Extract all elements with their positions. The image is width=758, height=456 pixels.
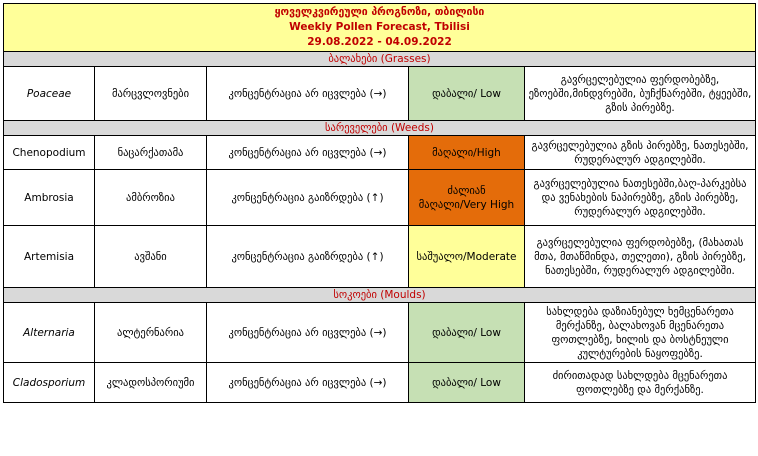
trend-text: კონცენტრაცია გაიზრდება ( — [231, 250, 371, 263]
trend-text: კონცენტრაცია არ იცვლება ( — [228, 87, 374, 100]
group-label: სარეველები (Weeds) — [4, 121, 756, 136]
level-cell: მაღალი/High — [409, 136, 525, 170]
local-name-cell: ნაცარქათამა — [95, 136, 207, 170]
latin-name-cell: Cladosporium — [4, 363, 95, 403]
arrow-right-icon: → — [373, 87, 383, 100]
level-cell: საშუალო/Moderate — [409, 226, 525, 288]
local-name-cell: ალტერნარია — [95, 303, 207, 363]
description-cell: გავრცელებულია გზის პირებზე, ნათესებში, რუდერალურ ადგილებში. — [525, 136, 756, 170]
forecast-period: 29.08.2022 - 04.09.2022 — [307, 36, 452, 48]
table-row — [4, 303, 756, 363]
local-name-cell: კლადოსპორიუმი — [95, 363, 207, 403]
description-cell: გავრცელებულია ფერდობებზე, ეზოებში,მინდვრებში, ბუჩქნარებში, ტყეებში, გზის პირებზე. — [525, 67, 756, 121]
trend-close: ) — [379, 191, 384, 204]
local-name-cell: მარცვლოვნები — [95, 67, 207, 121]
trend-close: ) — [382, 376, 387, 389]
table-row — [4, 136, 756, 170]
description-cell: სახლდება დაზიანებულ ხემცენარეთა მერქანზე, ბალახოვან მცენარეთა ფოთლებზე, ხილის და ბოსტნეული კულტურების ნაყოფებზე. — [525, 303, 756, 363]
group-row — [4, 52, 756, 67]
table-row — [4, 226, 756, 288]
arrow-up-icon: ↑ — [370, 250, 380, 263]
latin-name-cell: Artemisia — [4, 226, 95, 288]
latin-name-cell: Ambrosia — [4, 170, 95, 226]
table-row — [4, 67, 756, 121]
table-body — [4, 4, 756, 403]
table-row — [4, 363, 756, 403]
trend-cell — [207, 363, 409, 403]
table-row — [4, 170, 756, 226]
arrow-up-icon: ↑ — [370, 191, 380, 204]
title-english: Weekly Pollen Forecast, Tbilisi — [289, 21, 470, 33]
arrow-right-icon: → — [373, 146, 383, 159]
description-cell: გავრცელებულია ნათესებში,ბაღ-პარკებსა და ვენახების ნაპირებზე, გზის პირებზე, რუდერალურ ადგილებში. — [525, 170, 756, 226]
level-cell: დაბალი/ Low — [409, 303, 525, 363]
pollen-forecast-table — [3, 3, 756, 403]
trend-close: ) — [379, 250, 384, 263]
trend-cell — [207, 303, 409, 363]
level-cell: დაბალი/ Low — [409, 363, 525, 403]
group-row — [4, 121, 756, 136]
trend-text: კონცენტრაცია არ იცვლება ( — [228, 376, 374, 389]
trend-text: კონცენტრაცია გაიზრდება ( — [231, 191, 371, 204]
arrow-right-icon: → — [373, 326, 383, 339]
trend-cell — [207, 226, 409, 288]
latin-name-cell: Alternaria — [4, 303, 95, 363]
local-name-cell: ამბროზია — [95, 170, 207, 226]
group-row — [4, 288, 756, 303]
arrow-right-icon: → — [373, 376, 383, 389]
local-name-cell: ავშანი — [95, 226, 207, 288]
group-label: ბალახები (Grasses) — [4, 52, 756, 67]
level-cell: ძალიან მაღალი/Very High — [409, 170, 525, 226]
group-label: სოკოები (Moulds) — [4, 288, 756, 303]
trend-cell — [207, 136, 409, 170]
trend-text: კონცენტრაცია არ იცვლება ( — [228, 146, 374, 159]
description-cell: ძირითადად სახლდება მცენარეთა ფოთლებზე და მერქანზე. — [525, 363, 756, 403]
trend-close: ) — [382, 326, 387, 339]
level-cell: დაბალი/ Low — [409, 67, 525, 121]
title-row — [4, 4, 756, 52]
latin-name-cell: Chenopodium — [4, 136, 95, 170]
title-georgian: ყოველკვირეული პროგნოზი, თბილისი — [274, 6, 485, 18]
trend-close: ) — [382, 87, 387, 100]
trend-close: ) — [382, 146, 387, 159]
trend-cell — [207, 170, 409, 226]
description-cell: გავრცელებულია ფერდობებზე, (მახათას მთა, მთაწმინდა, თელეთი), გზის პირებზე, ნათესებში, რუდერალურ ადგილებში. — [525, 226, 756, 288]
trend-text: კონცენტრაცია არ იცვლება ( — [228, 326, 374, 339]
table-header — [4, 4, 756, 52]
latin-name-cell: Poaceae — [4, 67, 95, 121]
trend-cell — [207, 67, 409, 121]
